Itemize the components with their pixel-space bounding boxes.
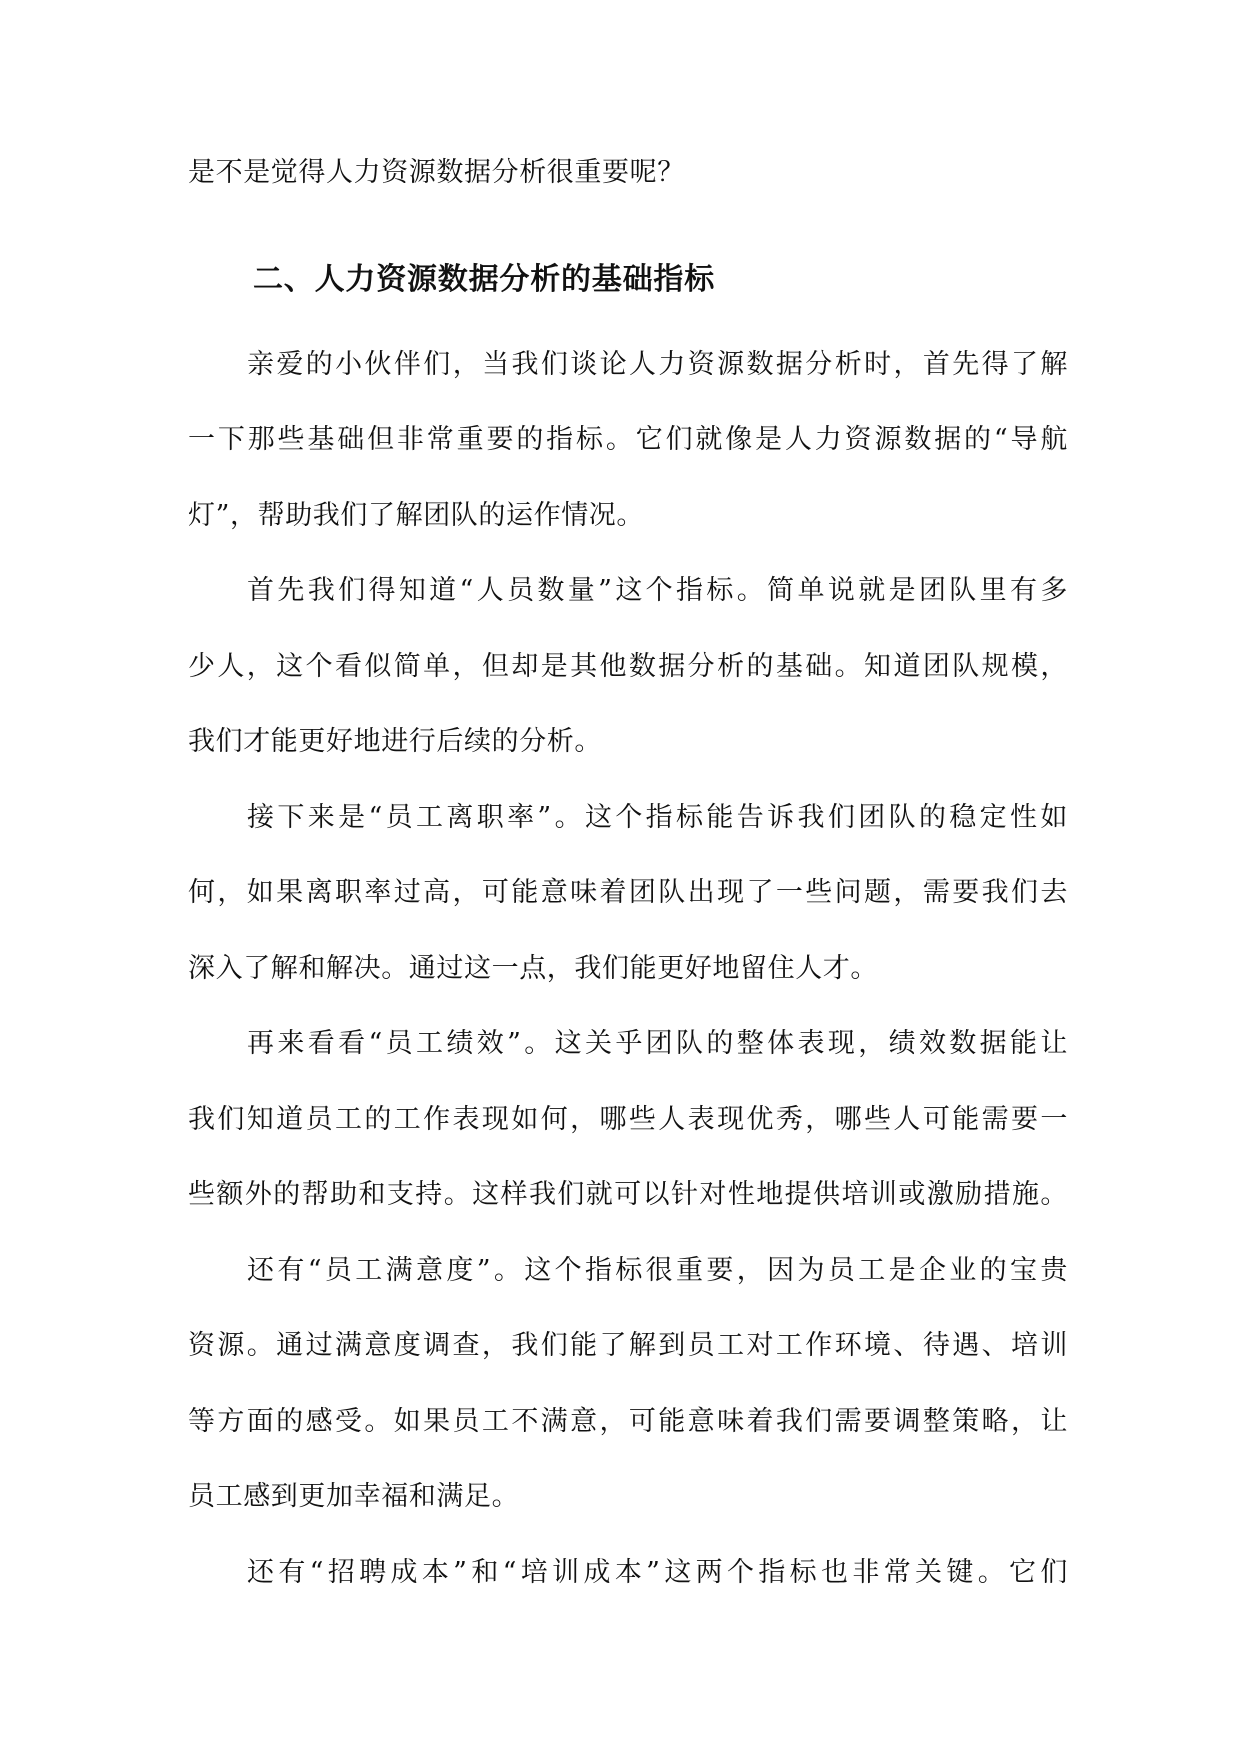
text-line: 再来看看“员工绩效”。这关乎团队的整体表现，绩效数据能让 (247, 1028, 1068, 1059)
section-heading: 二、人力资源数据分析的基础指标 (253, 262, 715, 297)
text-line: 资源。通过满意度调查，我们能了解到员工对工作环境、待遇、培训 (188, 1330, 1068, 1361)
text-line: 等方面的感受。如果员工不满意，可能意味着我们需要调整策略，让 (188, 1406, 1068, 1437)
text-line: 还有“员工满意度”。这个指标很重要，因为员工是企业的宝贵 (247, 1255, 1068, 1286)
text-line: 一下那些基础但非常重要的指标。它们就像是人力资源数据的“导航 (188, 424, 1068, 455)
text-line: 灯”，帮助我们了解团队的运作情况。 (188, 500, 645, 531)
text-line: 首先我们得知道“人员数量”这个指标。简单说就是团队里有多 (247, 575, 1068, 606)
text-line: 还有“招聘成本”和“培训成本”这两个指标也非常关键。它们 (247, 1557, 1068, 1588)
text-line: 亲爱的小伙伴们，当我们谈论人力资源数据分析时，首先得了解 (247, 349, 1068, 380)
text-line: 员工感到更加幸福和满足。 (188, 1481, 520, 1512)
text-line: 些额外的帮助和支持。这样我们就可以针对性地提供培训或激励措施。 (188, 1179, 1068, 1210)
text-line: 何，如果离职率过高，可能意味着团队出现了一些问题，需要我们去 (188, 877, 1068, 908)
text-line: 我们知道员工的工作表现如何，哪些人表现优秀，哪些人可能需要一 (188, 1104, 1068, 1135)
text-line: 深入了解和解决。通过这一点，我们能更好地留住人才。 (188, 953, 878, 984)
text-line: 少人，这个看似简单，但却是其他数据分析的基础。知道团队规模， (188, 651, 1068, 682)
text-line: 我们才能更好地进行后续的分析。 (188, 726, 602, 757)
text-line: 接下来是“员工离职率”。这个指标能告诉我们团队的稳定性如 (247, 802, 1068, 833)
text-line: 是不是觉得人力资源数据分析很重要呢？ (188, 157, 685, 188)
